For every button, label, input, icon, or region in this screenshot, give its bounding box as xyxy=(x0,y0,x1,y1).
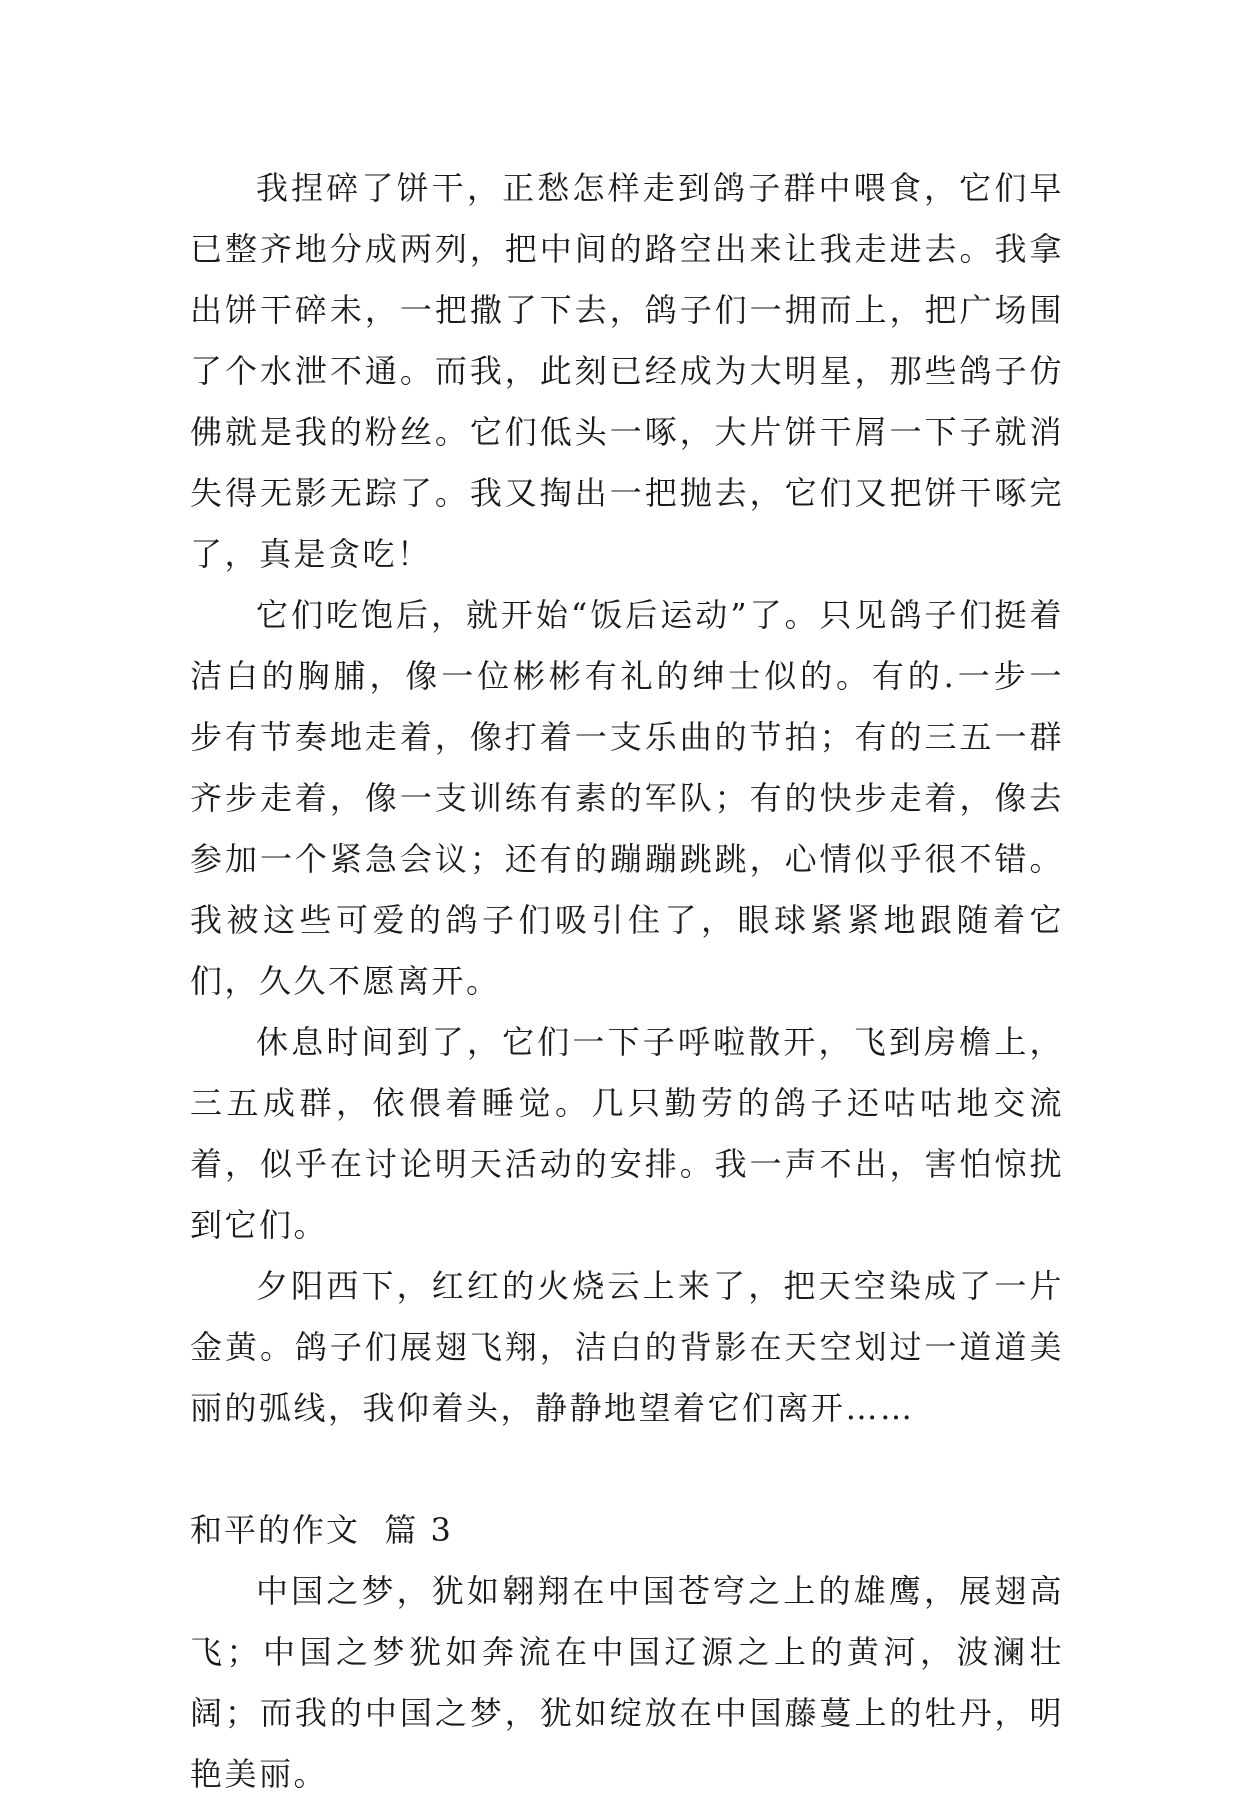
paragraph: 休息时间到了，它们一下子呼啦散开，飞到房檐上，三五成群，依偎着睡觉。几只勤劳的鸽子还咕咕地交流着，似乎在讨论明天活动的安排。我一声不出，害怕惊扰到它们。 xyxy=(190,1023,1064,1244)
section-title: 和平的作文 篇 3 xyxy=(190,1511,453,1549)
paragraph: 我捏碎了饼干，正愁怎样走到鸽子群中喂食，它们早已整齐地分成两列，把中间的路空出来让我走进去。我拿出饼干碎未，一把撒了下去，鸽子们一拥而上，把广场围了个水泄不通。而我，此刻已经成为大明星，那些鸽子仿佛就是我的粉丝。它们低头一啄，大片饼干屑一下子就消失得无影无踪了。我又掏出一把抛去，它们又把饼干啄完了，真是贪吃！ xyxy=(190,169,1064,573)
document-body xyxy=(190,158,1064,1805)
paragraph: 夕阳西下，红红的火烧云上来了，把天空染成了一片金黄。鸽子们展翅飞翔，洁白的背影在天空划过一道道美丽的弧线，我仰着头，静静地望着它们离开…… xyxy=(190,1267,1064,1427)
paragraph: 它们吃饱后，就开始“饭后运动”了。只见鸽子们挺着洁白的胸脯，像一位彬彬有礼的绅士似的。有的.一步一步有节奏地走着，像打着一支乐曲的节拍；有的三五一群齐步走着，像一支训练有素的军队；有的快步走着，像去参加一个紧急会议；还有的蹦蹦跳跳，心情似乎很不错。我被这些可爱的鸽子们吸引住了，眼球紧紧地跟随着它们，久久不愿离开。 xyxy=(190,596,1064,1000)
paragraph: 中国之梦，犹如翱翔在中国苍穹之上的雄鹰，展翅高飞；中国之梦犹如奔流在中国辽源之上的黄河，波澜壮阔；而我的中国之梦，犹如绽放在中国藤蔓上的牡丹，明艳美丽。 xyxy=(190,1572,1064,1793)
